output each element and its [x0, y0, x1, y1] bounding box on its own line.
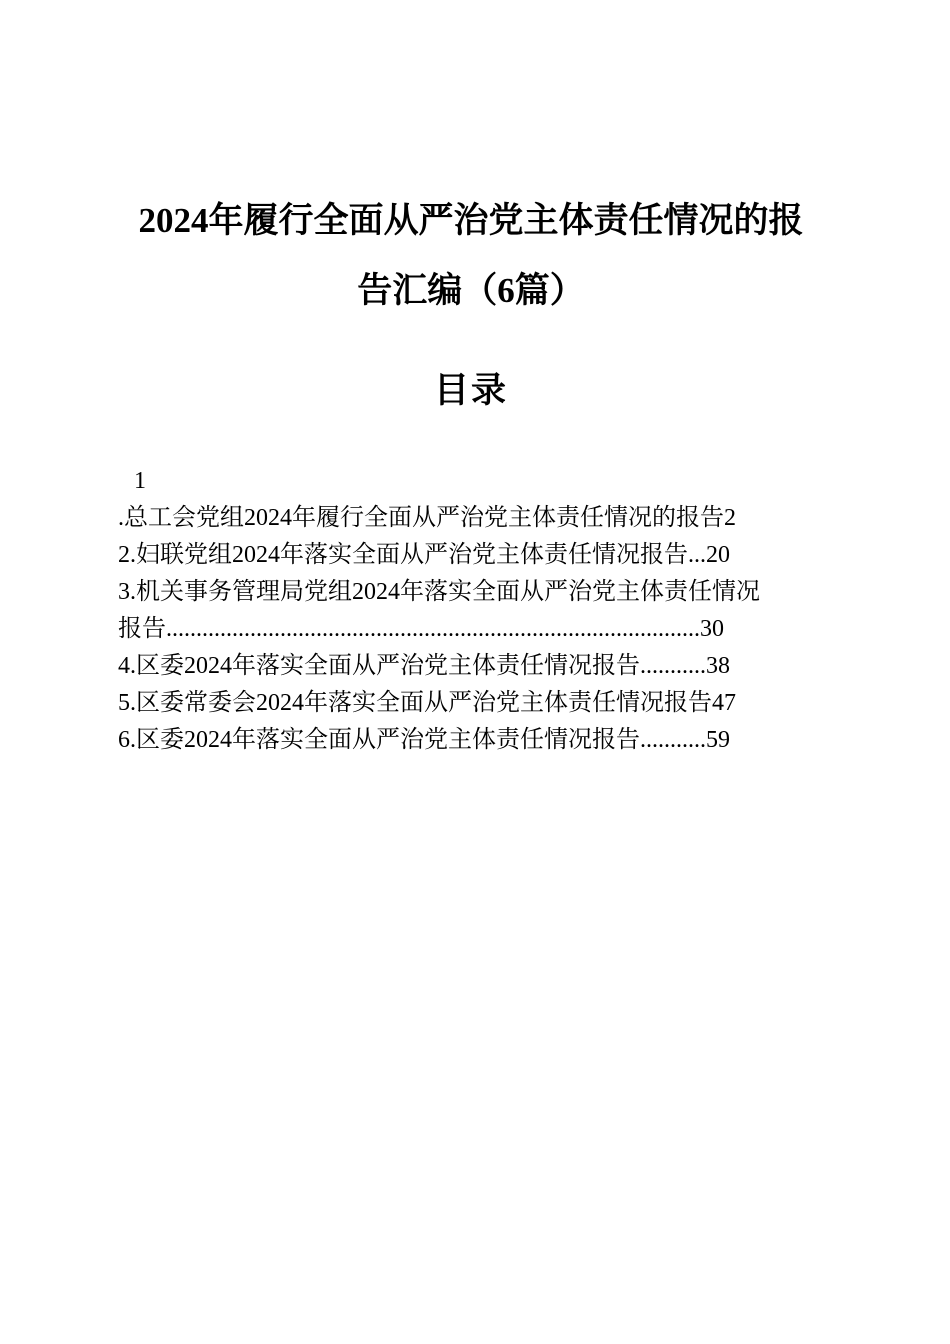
document-title-line-2: 告汇编（6篇）	[357, 271, 585, 310]
toc-entry-1-number-text: 1	[134, 468, 146, 494]
toc-entry-4[interactable]: 4.区委2024年落实全面从严治党主体责任情况报告...........38	[118, 653, 730, 679]
table-of-contents	[118, 463, 838, 759]
toc-entry-3-continued[interactable]: 报告.........................................................................................30	[118, 616, 724, 642]
document-title-line-1: 2024年履行全面从严治党主体责任情况的报	[138, 201, 804, 240]
toc-entry-2[interactable]: 2.妇联党组2024年落实全面从严治党主体责任情况报告...20	[118, 542, 730, 568]
toc-entry-3[interactable]: 3.机关事务管理局党组2024年落实全面从严治党主体责任情况	[118, 579, 760, 605]
toc-heading: 目录	[433, 371, 508, 410]
toc-entry-1[interactable]: .总工会党组2024年履行全面从严治党主体责任情况的报告2	[118, 505, 736, 531]
toc-entry-6[interactable]: 6.区委2024年落实全面从严治党主体责任情况报告...........59	[118, 727, 730, 753]
toc-entry-1-number[interactable]	[118, 463, 838, 500]
toc-entry-5[interactable]: 5.区委常委会2024年落实全面从严治党主体责任情况报告47	[118, 690, 736, 716]
